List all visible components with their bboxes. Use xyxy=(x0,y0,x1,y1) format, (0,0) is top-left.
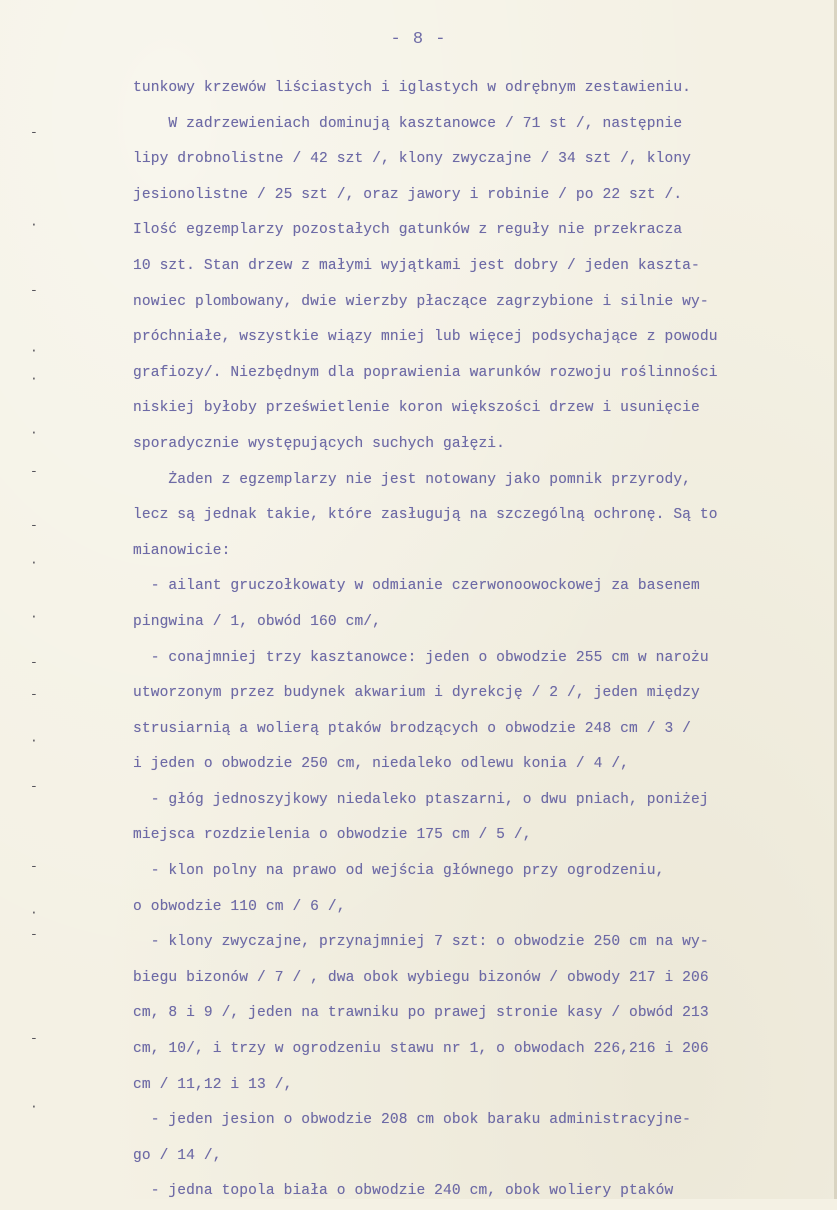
margin-mark: - xyxy=(30,859,38,874)
text-line: utworzonym przez budynek akwarium i dyrekcję / 2 /, jeden między xyxy=(133,685,700,702)
margin-mark: · xyxy=(30,343,38,358)
text-line: - głóg jednoszyjkowy niedaleko ptaszarni, o dwu pniach, poniżej xyxy=(133,791,709,808)
text-line: lecz są jednak takie, które zasługują na szczególną ochronę. Są to xyxy=(133,507,718,524)
text-line: - klony zwyczajne, przynajmniej 7 szt: o obwodzie 250 cm na wy- xyxy=(133,934,709,951)
text-line: Ilość egzemplarzy pozostałych gatunków z reguły nie przekracza xyxy=(133,222,683,239)
margin-mark: - xyxy=(30,464,38,479)
margin-mark: - xyxy=(30,687,38,702)
text-line: nowiec plombowany, dwie wierzby płaczące zagrzybione i silnie wy- xyxy=(133,293,709,310)
margin-mark: · xyxy=(30,371,38,386)
margin-mark: - xyxy=(30,927,38,942)
text-line: biegu bizonów / 7 / , dwa obok wybiegu bizonów / obwody 217 i 206 xyxy=(133,969,709,986)
margin-mark: · xyxy=(30,217,38,232)
text-line: tunkowy krzewów liściastych i iglastych w odrębnym zestawieniu. xyxy=(133,80,692,96)
text-line: W zadrzewieniach dominują kasztanowce / 71 st /, następnie xyxy=(133,115,683,132)
text-line: - jeden jesion o obwodzie 208 cm obok baraku administracyjne- xyxy=(133,1112,692,1129)
margin-mark: · xyxy=(30,905,38,920)
text-line: - klon polny na prawo od wejścia głównego przy ogrodzeniu, xyxy=(133,863,665,880)
margin-mark: · xyxy=(30,1099,38,1114)
text-line: sporadycznie występujących suchych gałęzi. xyxy=(133,435,506,452)
text-line: Żaden z egzemplarzy nie jest notowany jako pomnik przyrody, xyxy=(133,471,692,488)
margin-mark: · xyxy=(30,609,38,624)
text-line: - ailant gruczołkowaty w odmianie czerwonoowockowej za basenem xyxy=(133,578,700,595)
text-line: mianowicie: xyxy=(133,542,231,559)
text-line: pingwina / 1, obwód 160 cm/, xyxy=(133,613,382,630)
text-line: strusiarnią a wolierą ptaków brodzących o obwodzie 248 cm / 3 / xyxy=(133,720,692,737)
text-line: 10 szt. Stan drzew z małymi wyjątkami jest dobry / jeden kaszta- xyxy=(133,257,700,274)
text-line: cm, 8 i 9 /, jeden na trawniku po prawej stronie kasy / obwód 213 xyxy=(133,1005,709,1022)
margin-mark: - xyxy=(30,779,38,794)
text-line: grafiozy/. Niezbędnym dla poprawienia warunków rozwoju roślinności xyxy=(133,364,718,381)
text-line: próchniałe, wszystkie wiązy mniej lub więcej podsychające z powodu xyxy=(133,329,718,346)
margin-mark: - xyxy=(30,1031,38,1046)
text-line: niskiej byłoby prześwietlenie koron większości drzew i usunięcie xyxy=(133,400,700,417)
text-line: o obwodzie 110 cm / 6 /, xyxy=(133,898,346,915)
margin-mark: · xyxy=(30,425,38,440)
text-line: i jeden o obwodzie 250 cm, niedaleko odlewu konia / 4 /, xyxy=(133,756,630,773)
text-line: cm / 11,12 i 13 /, xyxy=(133,1076,293,1093)
text-line: jesionolistne / 25 szt /, oraz jawory i robinie / po 22 szt /. xyxy=(133,186,683,203)
text-line: miejsca rozdzielenia o obwodzie 175 cm / 5 /, xyxy=(133,827,532,844)
text-line: - jedna topola biała o obwodzie 240 cm, obok woliery ptaków xyxy=(133,1183,674,1200)
page-number: - 8 - xyxy=(390,30,447,49)
margin-mark: - xyxy=(30,283,38,298)
margin-mark: - xyxy=(30,518,38,533)
document-body xyxy=(133,71,823,1210)
text-line: - conajmniej trzy kasztanowce: jeden o obwodzie 255 cm w narożu xyxy=(133,649,709,666)
margin-mark: - xyxy=(30,125,38,140)
text-line: lipy drobnolistne / 42 szt /, klony zwyczajne / 34 szt /, klony xyxy=(133,151,692,168)
text-line: cm, 10/, i trzy w ogrodzeniu stawu nr 1, o obwodach 226,216 i 206 xyxy=(133,1041,709,1058)
margin-mark: - xyxy=(30,655,38,670)
text-line: go / 14 /, xyxy=(133,1147,222,1164)
margin-mark: · xyxy=(30,733,38,748)
margin-mark: · xyxy=(30,555,38,570)
